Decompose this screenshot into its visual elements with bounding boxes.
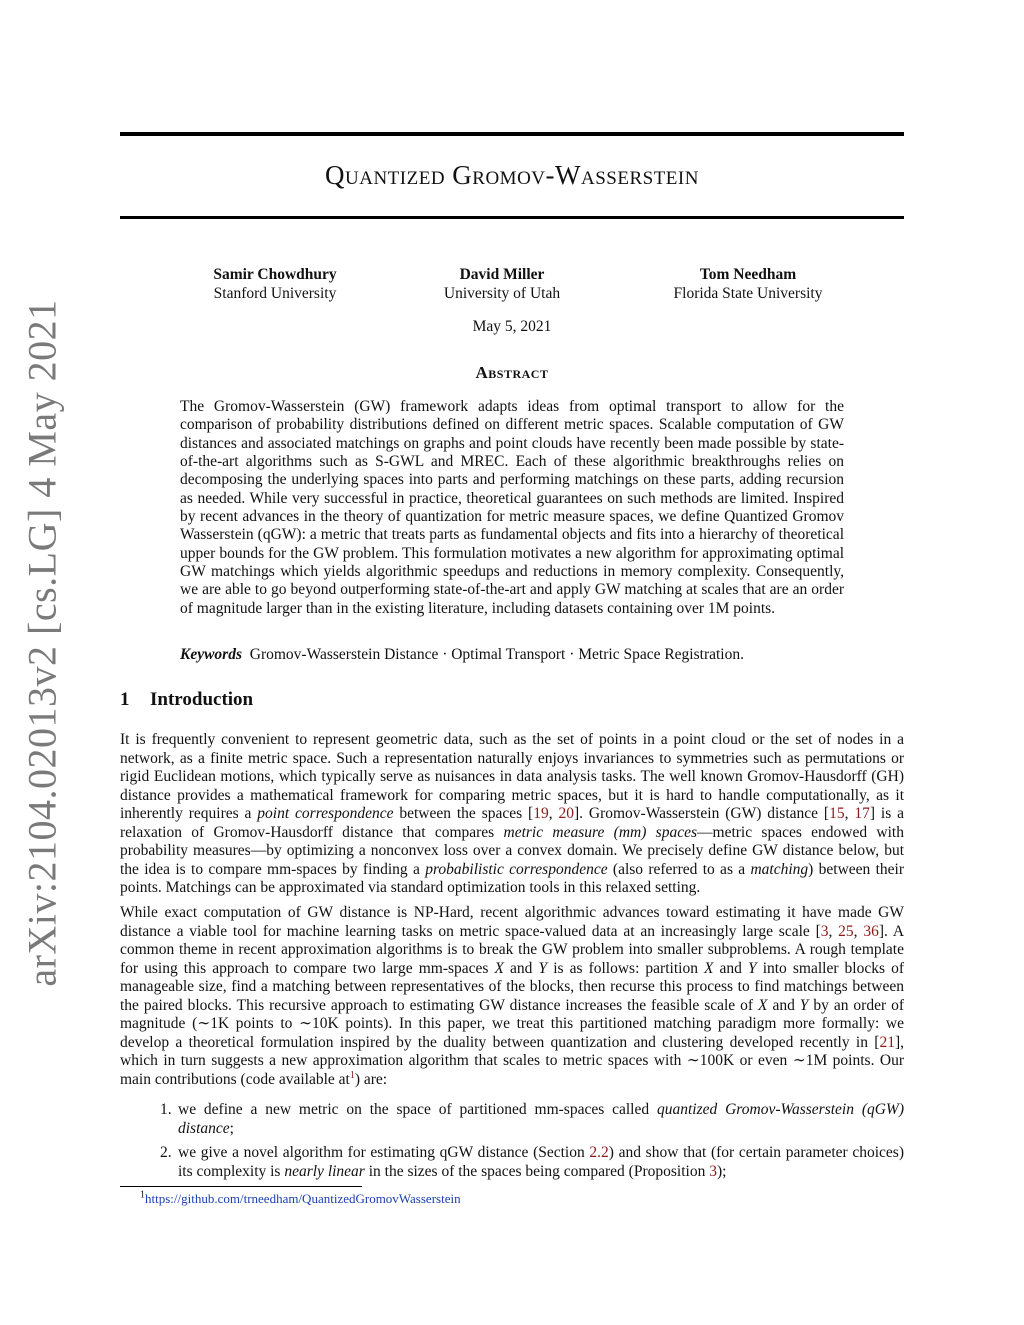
github-link[interactable]: https://github.com/trneedham/QuantizedGromovWasserstein [145, 1191, 461, 1206]
author-name: Tom Needham [699, 266, 797, 283]
abstract-body: The Gromov-Wasserstein (GW) framework adapts ideas from optimal transport to allow for the comparison of probability distributions defined on different metric spaces. Scalable computation of GW distances and associated matchings on graphs and point clouds have recently been made possible by state-of-the-art algorithms such as S-GWL and MREC. Each of these algorithmic breakthroughs relies on decomposing the underlying spaces into parts and performing matchings on these parts, adding recursion as needed. While very successful in practice, theoretical guarantees on such methods are limited. Inspired by recent advances in the theory of quantization for metric measure spaces, we define Quantized Gromov Wasserstein (qGW): a metric that treats parts as fundamental objects and fits into a hierarchy of theoretical upper bounds for the GW problem. This formulation motivates a new algorithm for approximating optimal GW matchings which yields algorithmic speedups and reductions in memory complexity. Consequently, we are able to go beyond outperforming state-of-the-art and apply GW matching at scales that are an order of magnitude larger than in the existing literature, including datasets containing over 1M points. [180, 398, 844, 617]
paper-date: May 5, 2021 [472, 318, 552, 335]
keywords-list: Gromov-Wasserstein Distance · Optimal Transport · Metric Space Registration. [249, 646, 744, 663]
author-1 [180, 265, 370, 303]
keywords-line [180, 646, 844, 664]
author-affiliation: Stanford University [213, 285, 337, 302]
author-affiliation: Florida State University [673, 285, 823, 302]
title-bottom-rule [120, 216, 904, 219]
list-item: 1. we define a new metric on the space of partitioned mm-spaces called quantized Gromov-Wasserstein (qGW) distance; [160, 1101, 904, 1137]
section-number: 1 [120, 689, 130, 710]
abstract-heading: Abstract [475, 363, 549, 382]
citation-link[interactable]: 15 [829, 805, 845, 822]
emphasis: quantized Gromov-Wasserstein (qGW) distance [178, 1101, 904, 1137]
citation-link[interactable]: 3 [820, 922, 829, 940]
arxiv-id: arXiv:2104.02013v2 [cs.LG] 4 May 2021 [19, 299, 65, 987]
intro-paragraph-2: While exact computation of GW distance is NP-Hard, recent algorithmic advances toward estimating it have made GW distance a viable tool for machine learning tasks on metric space-valued data at an increasingly large scale [3, 25, 36]. A common theme in recent approximation algorithms is to break the GW problem into smaller subproblems. A rough template for using this approach to compare two large mm-spaces X and Y is as follows: partition X and Y into smaller blocks of manageable size, find a matching between representatives of the blocks, then recurse this process to find matchings between the paired blocks. This recursive approach to estimating GW distance increases the feasible scale of X and Y by an order of magnitude (∼1K points to ∼10K points). In this paper, we treat this partitioned matching paradigm more formally: we develop a theoretical formulation inspired by the duality between quantization and clustering developed recently in [21], which in turn suggests a new approximation algorithm that scales to metric spaces with ∼100K or even ∼1M points. Our main contributions (code available at$^1$) are: [120, 904, 905, 1088]
footnote-rule [120, 1186, 362, 1187]
emphasis: metric measure (mm) spaces [503, 823, 698, 841]
intro-paragraph-1: It is frequently convenient to represent geometric data, such as the set of points in a point cloud or the set of nodes in a network, as a finite metric space. Such a representation naturally enjoys invariances to symmetries such as permutations or rigid Euclidean motions, which typically serve as nuisances in data analysis tasks. The well known Gromov-Hausdorff (GH) distance provides a mathematical framework for comparing metric spaces, but it is hard to handle computationally, as it inherently requires a point correspondence between the spaces [19, 20]. Gromov-Wasserstein (GW) distance [15, 17] is a relaxation of Gromov-Hausdorff distance that compares metric measure (mm) spaces—metric spaces endowed with probability measures—by optimizing a nonconvex loss over a convex domain. We precisely define GW distance below, but the idea is to compare mm-spaces by finding a probabilistic correspondence (also referred to as a matching) between their points. Matchings can be approximated via standard optimization tools in this relaxed setting. [120, 731, 905, 896]
citation-link[interactable]: 36 [863, 922, 879, 940]
list-item: 2. we give a novel algorithm for estimating qGW distance (Section 2.2) and show that (for certain parameter choices) its complexity is nearly linear in the sizes of the spaces being compared (Proposition 3); [160, 1144, 904, 1180]
footnote-mark: 1 [140, 1189, 145, 1201]
author-3 [640, 265, 856, 303]
citation-link[interactable]: 25 [838, 922, 854, 940]
proposition-ref-link[interactable]: 3 [709, 1162, 717, 1180]
citation-link[interactable]: 20 [558, 805, 574, 822]
keywords-label: Keywords [180, 646, 242, 663]
footnote-ref[interactable]: 1 [349, 1069, 355, 1081]
section-ref-link[interactable]: 2.2 [589, 1144, 609, 1161]
citation-link[interactable]: 21 [879, 1033, 895, 1051]
citation-link[interactable]: 17 [854, 805, 870, 822]
emphasis: probabilistic correspondence [425, 860, 608, 878]
section-heading [120, 689, 253, 711]
author-2 [407, 265, 597, 303]
author-name: Samir Chowdhury [213, 266, 337, 283]
citation-link[interactable]: 19 [533, 805, 549, 822]
author-affiliation: University of Utah [443, 285, 561, 302]
emphasis: nearly linear [284, 1162, 365, 1180]
paper-title: Quantized Gromov-Wasserstein [325, 160, 699, 190]
section-title: Introduction [150, 689, 254, 710]
title-top-rule [120, 132, 904, 136]
author-block [120, 265, 904, 305]
footnote [140, 1191, 461, 1207]
author-name: David Miller [459, 266, 545, 283]
emphasis: point correspondence [257, 805, 394, 822]
contributions-list [120, 1101, 904, 1187]
emphasis: matching [750, 860, 809, 878]
